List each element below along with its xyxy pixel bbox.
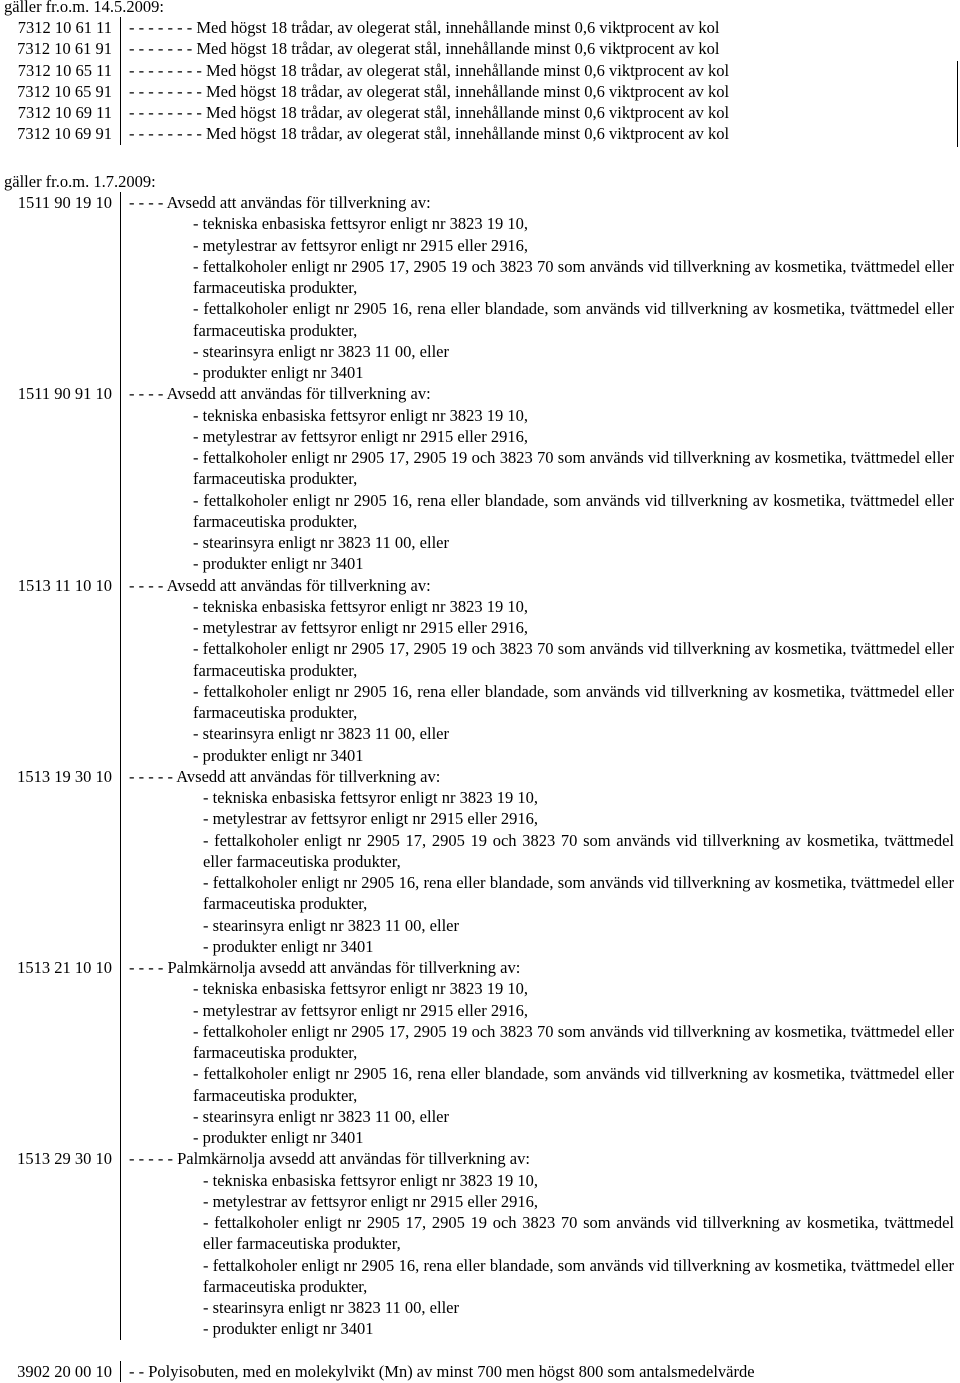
table-row [0, 766, 960, 957]
description-lead [129, 192, 954, 213]
list-item: - metylestrar av fettsyror enligt nr 2915 eller 2916, [203, 809, 538, 829]
tariff-code: 3902 20 00 10 [17, 1362, 112, 1381]
indent-dashes: - - - - [129, 575, 164, 595]
change-bar [957, 61, 958, 147]
list-item: - metylestrar av fettsyror enligt nr 2915 eller 2916, [193, 1000, 528, 1020]
tariff-code: 7312 10 61 91 [17, 39, 112, 59]
list-item: - metylestrar av fettsyror enligt nr 2915 eller 2916, [193, 618, 528, 637]
tariff-code: 7312 10 65 91 [17, 81, 112, 101]
table-row [0, 81, 960, 102]
lead-text: Avsedd att användas för tillverkning av: [166, 575, 431, 595]
description-text: Med högst 18 trådar, av olegerat stål, innehållande minst 0,6 viktprocent av kol [196, 39, 720, 59]
description-text: Med högst 18 trådar, av olegerat stål, innehållande minst 0,6 viktprocent av kol [196, 18, 720, 37]
list-item: - fettalkoholer enligt nr 2905 17, 2905 19 och 3823 70 som används vid tillverkning av kosmetika, tvättmedel eller farmaceutiska produkter, [203, 830, 954, 871]
tariff-description [121, 60, 960, 81]
tariff-table-2 [0, 192, 960, 1340]
list-item: - fettalkoholer enligt nr 2905 16, rena eller blandade, som används vid tillverkning av kosmetika, tvättmedel eller farmaceutiska produkter, [193, 681, 954, 722]
list-item: - fettalkoholer enligt nr 2905 17, 2905 19 och 3823 70 som används vid tillverkning av kosmetika, tvättmedel eller farmaceutiska produkter, [193, 1021, 954, 1062]
list-item: - tekniska enbasiska fettsyror enligt nr 3823 19 10, [193, 596, 528, 616]
section-heading-2: gäller fr.o.m. 1.7.2009: [4, 172, 156, 191]
tariff-description [121, 1148, 960, 1339]
indent-dashes: - - - - - [129, 1149, 173, 1169]
list-item: - fettalkoholer enligt nr 2905 17, 2905 19 och 3823 70 som används vid tillverkning av kosmetika, tvättmedel eller farmaceutiska produkter, [193, 256, 954, 297]
list-item: - fettalkoholer enligt nr 2905 17, 2905 19 och 3823 70 som används vid tillverkning av kosmetika, tvättmedel eller farmaceutiska produkter, [193, 639, 954, 680]
list-item: - stearinsyra enligt nr 3823 11 00, eller [193, 1106, 449, 1126]
table-row [0, 123, 960, 144]
tariff-description [121, 38, 960, 59]
table-row [0, 1361, 960, 1382]
tariff-code: 7312 10 69 11 [17, 103, 112, 122]
list-item: - stearinsyra enligt nr 3823 11 00, eller [203, 915, 459, 935]
description-lead [129, 766, 954, 787]
table-row [0, 38, 960, 59]
list-item: - produkter enligt nr 3401 [193, 1128, 364, 1147]
lead-text: Avsedd att användas för tillverkning av: [176, 766, 441, 786]
tariff-table-1 [0, 17, 960, 145]
tariff-description [121, 957, 960, 1148]
tariff-code: 1513 21 10 10 [17, 958, 112, 977]
table-row [0, 17, 960, 38]
list-item: - stearinsyra enligt nr 3823 11 00, eller [193, 724, 449, 744]
indent-dashes: - - - - - [129, 766, 173, 786]
list-item: - fettalkoholer enligt nr 2905 16, rena eller blandade, som används vid tillverkning av kosmetika, tvättmedel eller farmaceutiska produkter, [193, 299, 954, 340]
tariff-description [121, 81, 960, 102]
table-row [0, 383, 960, 574]
description-lead [129, 957, 954, 978]
indent-dashes: - - - - - - - - [129, 81, 202, 101]
list-item: - fettalkoholer enligt nr 2905 16, rena eller blandade, som används vid tillverkning av kosmetika, tvättmedel eller farmaceutiska produkter, [203, 873, 954, 914]
description-text: Med högst 18 trådar, av olegerat stål, innehållande minst 0,6 viktprocent av kol [205, 81, 730, 101]
tariff-description [121, 17, 960, 38]
table-row [0, 192, 960, 383]
tariff-code: 7312 10 69 91 [17, 124, 112, 144]
tariff-code: 1511 90 19 10 [17, 193, 112, 212]
tariff-description [121, 575, 960, 766]
description-lead [129, 383, 954, 404]
tariff-description [121, 1361, 960, 1382]
list-item: - tekniska enbasiska fettsyror enligt nr 3823 19 10, [193, 214, 528, 234]
list-item: - metylestrar av fettsyror enligt nr 2915 eller 2916, [193, 235, 528, 255]
section-heading-1: gäller fr.o.m. 14.5.2009: [4, 0, 164, 16]
indent-dashes: - - - - [129, 958, 164, 977]
tariff-table-3 [0, 1361, 960, 1382]
table-row [0, 575, 960, 766]
tariff-code: 1513 11 10 10 [17, 575, 112, 595]
list-item: - tekniska enbasiska fettsyror enligt nr 3823 19 10, [203, 1170, 538, 1190]
list-item: - produkter enligt nr 3401 [193, 363, 364, 382]
list-item: - produkter enligt nr 3401 [193, 745, 364, 765]
list-item: - tekniska enbasiska fettsyror enligt nr 3823 19 10, [203, 788, 538, 807]
list-item: - metylestrar av fettsyror enligt nr 2915 eller 2916, [203, 1191, 538, 1211]
list-item: - tekniska enbasiska fettsyror enligt nr 3823 19 10, [193, 405, 528, 425]
description-text: Med högst 18 trådar, av olegerat stål, innehållande minst 0,6 viktprocent av kol [205, 103, 730, 122]
description-text: Polyisobuten, med en molekylvikt (Mn) av minst 700 men högst 800 som antalsmedelvärde [148, 1362, 755, 1381]
tariff-code: 1513 19 30 10 [17, 766, 112, 786]
list-item: - produkter enligt nr 3401 [203, 1319, 374, 1339]
lead-text: Avsedd att användas för tillverkning av: [166, 193, 431, 212]
list-item: - fettalkoholer enligt nr 2905 16, rena eller blandade, som används vid tillverkning av kosmetika, tvättmedel eller farmaceutiska produkter, [193, 490, 954, 531]
list-item: - metylestrar av fettsyror enligt nr 2915 eller 2916, [193, 426, 528, 446]
indent-dashes: - - - - - - - - [129, 103, 202, 122]
tariff-description [121, 102, 960, 123]
list-item: - tekniska enbasiska fettsyror enligt nr 3823 19 10, [193, 979, 528, 999]
table-row [0, 1148, 960, 1339]
list-item: - stearinsyra enligt nr 3823 11 00, eller [203, 1298, 459, 1317]
tariff-description [121, 192, 960, 383]
indent-dashes: - - - - [129, 384, 164, 404]
table-row [0, 60, 960, 81]
tariff-code: 1513 29 30 10 [17, 1149, 112, 1169]
list-item: - produkter enligt nr 3401 [203, 936, 374, 956]
table-row [0, 957, 960, 1148]
indent-dashes: - - - - - - - [129, 18, 193, 37]
lead-text: Palmkärnolja avsedd att användas för tillverkning av: [177, 1149, 530, 1169]
list-item: - stearinsyra enligt nr 3823 11 00, eller [193, 533, 449, 552]
table-row [0, 102, 960, 123]
tariff-code: 1511 90 91 10 [17, 384, 112, 404]
list-item: - fettalkoholer enligt nr 2905 16, rena eller blandade, som används vid tillverkning av kosmetika, tvättmedel eller farmaceutiska produkter, [193, 1064, 954, 1105]
tariff-description [121, 766, 960, 957]
lead-text: Avsedd att användas för tillverkning av: [166, 384, 431, 404]
indent-dashes: - - - - [129, 193, 164, 212]
tariff-code: 7312 10 65 11 [17, 60, 112, 80]
description-lead [129, 575, 954, 596]
list-item: - produkter enligt nr 3401 [193, 554, 364, 574]
tariff-code: 7312 10 61 11 [17, 18, 112, 37]
indent-dashes: - - - - - - - [129, 39, 193, 59]
description-text: Med högst 18 trådar, av olegerat stål, innehållande minst 0,6 viktprocent av kol [205, 124, 730, 144]
indent-dashes: - - - - - - - - [129, 124, 202, 144]
list-item: - stearinsyra enligt nr 3823 11 00, eller [193, 341, 449, 361]
lead-text: Palmkärnolja avsedd att användas för tillverkning av: [167, 958, 521, 977]
list-item: - fettalkoholer enligt nr 2905 16, rena eller blandade, som används vid tillverkning av kosmetika, tvättmedel eller farmaceutiska produkter, [203, 1255, 954, 1296]
tariff-description [121, 383, 960, 574]
list-item: - fettalkoholer enligt nr 2905 17, 2905 19 och 3823 70 som används vid tillverkning av kosmetika, tvättmedel eller farmaceutiska produkter, [193, 448, 954, 489]
description-text: Med högst 18 trådar, av olegerat stål, innehållande minst 0,6 viktprocent av kol [205, 60, 730, 80]
indent-dashes: - - - - - - - - [129, 60, 202, 80]
tariff-description [121, 123, 960, 144]
description-lead [129, 1148, 954, 1169]
indent-dashes: - - [129, 1362, 145, 1381]
list-item: - fettalkoholer enligt nr 2905 17, 2905 19 och 3823 70 som används vid tillverkning av kosmetika, tvättmedel eller farmaceutiska produkter, [203, 1213, 954, 1254]
